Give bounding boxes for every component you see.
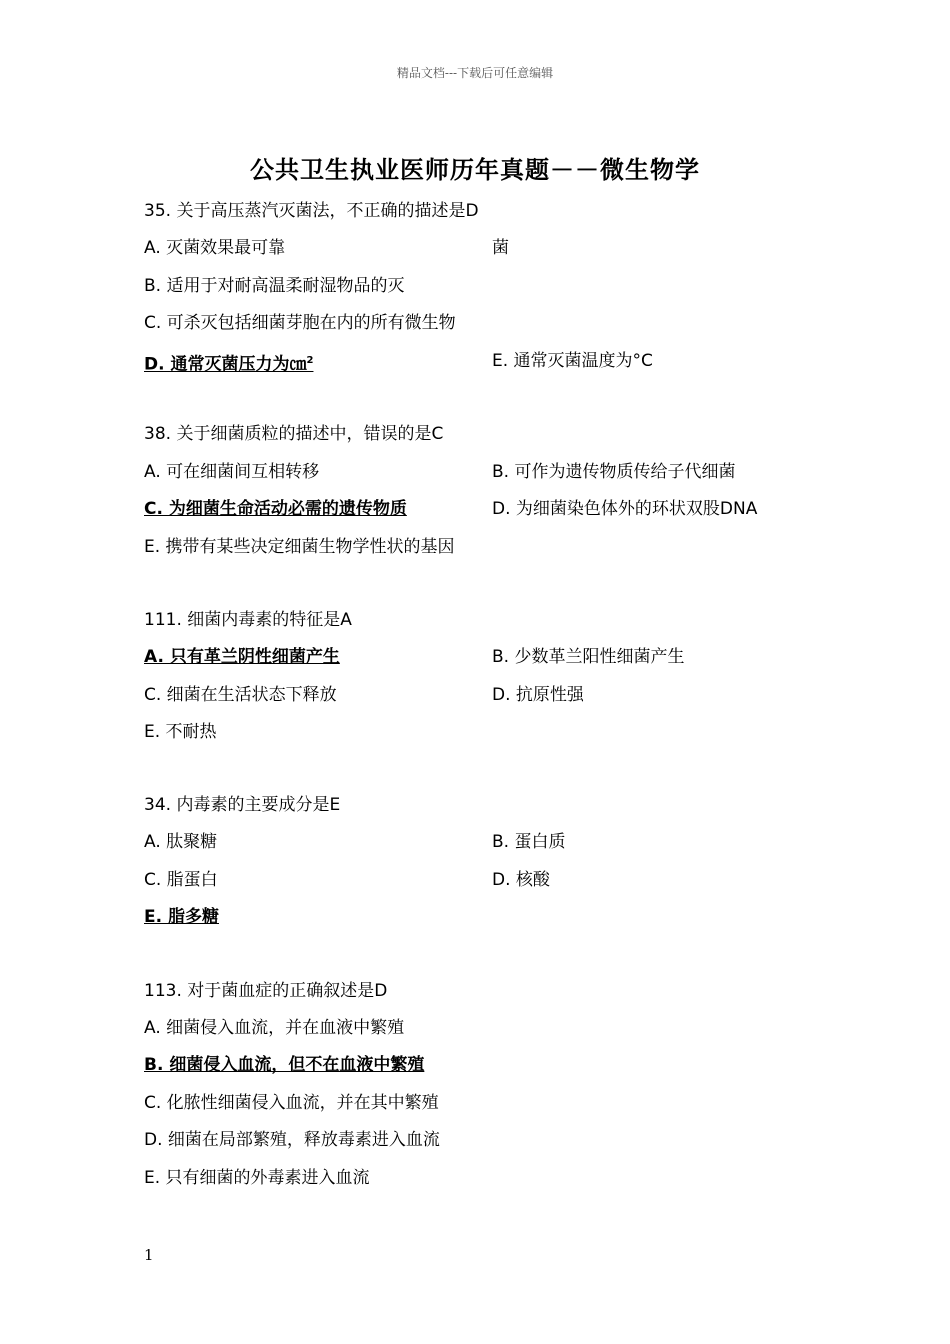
question-34-option-b: B. 蛋白质 [492, 832, 566, 852]
question-35-option-c: C. 可杀灭包括细菌芽胞在内的所有微生物 [144, 313, 456, 333]
question-35-option-d-answer [144, 350, 313, 376]
question-35-option-b: B. 适用于对耐高温柔耐湿物品的灭 [144, 276, 405, 296]
question-35-right-fragment: 菌 [492, 238, 509, 258]
question-34-option-e-answer: E. 脂多糖 [144, 907, 219, 927]
question-113-stem: 113. 对于菌血症的正确叙述是D [144, 981, 388, 1001]
question-35-option-d-text: D. 通常灭菌压力为㎝ [144, 354, 307, 375]
question-35-option-d-superscript: 2 [306, 355, 314, 366]
question-38-option-c-answer: C. 为细菌生命活动必需的遗传物质 [144, 499, 407, 519]
question-38-option-a: A. 可在细菌间互相转移 [144, 462, 320, 482]
page-number: 1 [144, 1246, 154, 1264]
question-34-stem: 34. 内毒素的主要成分是E [144, 795, 341, 815]
question-38-stem: 38. 关于细菌质粒的描述中，错误的是C [144, 424, 444, 444]
question-35-option-a: A. 灭菌效果最可靠 [144, 238, 286, 258]
question-34-option-c: C. 脂蛋白 [144, 870, 218, 890]
question-111-option-a-answer: A. 只有革兰阴性细菌产生 [144, 647, 340, 667]
question-111-option-e: E. 不耐热 [144, 722, 217, 742]
question-34-option-d: D. 核酸 [492, 870, 550, 890]
question-38-option-d: D. 为细菌染色体外的环状双股DNA [492, 499, 758, 519]
question-113-option-c: C. 化脓性细菌侵入血流，并在其中繁殖 [144, 1093, 439, 1113]
question-35-option-e: E. 通常灭菌温度为°C [492, 351, 653, 371]
question-113-option-d: D. 细菌在局部繁殖，释放毒素进入血流 [144, 1130, 440, 1150]
question-38-option-b: B. 可作为遗传物质传给子代细菌 [492, 462, 736, 482]
question-34-option-a: A. 肽聚糖 [144, 832, 218, 852]
question-111-option-b: B. 少数革兰阳性细菌产生 [492, 647, 685, 667]
question-113-option-b-answer: B. 细菌侵入血流，但不在血液中繁殖 [144, 1055, 425, 1075]
question-113-option-a: A. 细菌侵入血流，并在血液中繁殖 [144, 1018, 405, 1038]
question-111-option-c: C. 细菌在生活状态下释放 [144, 685, 337, 705]
question-113-option-e: E. 只有细菌的外毒素进入血流 [144, 1168, 370, 1188]
question-38-option-e: E. 携带有某些决定细菌生物学性状的基因 [144, 537, 455, 557]
document-title: 公共卫生执业医师历年真题－－微生物学 [250, 156, 700, 184]
question-111-option-d: D. 抗原性强 [492, 685, 584, 705]
page-header: 精品文档---下载后可任意编辑 [396, 66, 554, 80]
question-111-stem: 111. 细菌内毒素的特征是A [144, 610, 352, 630]
question-35-stem: 35. 关于高压蒸汽灭菌法，不正确的描述是D [144, 201, 479, 221]
